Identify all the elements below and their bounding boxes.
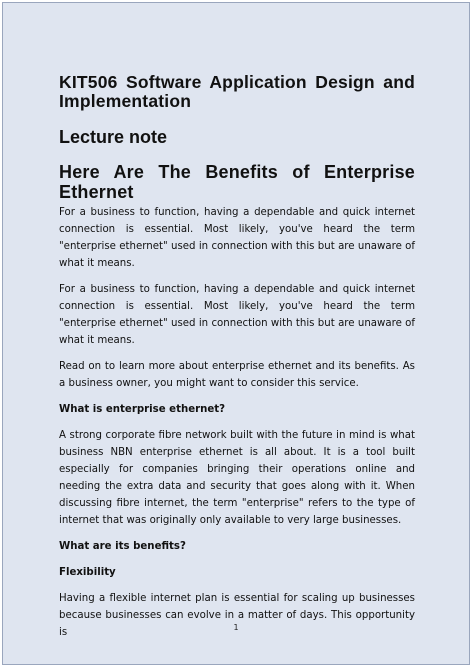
- section-heading-benefits: What are its benefits?: [59, 541, 186, 552]
- document-title: KIT506 Software Application Design and Implementation: [59, 72, 415, 111]
- intro-paragraph-repeat: For a business to function, having a dependable and quick internet connection is essential. Most likely, you've heard the term "enterprise ethernet" used in connection with this but are unaware of what it means.: [59, 284, 415, 346]
- lecture-note-label: Lecture note: [59, 127, 168, 147]
- article-heading: Here Are The Benefits of Enterprise Ethernet: [59, 162, 415, 202]
- intro-paragraph: For a business to function, having a dependable and quick internet connection is essential. Most likely, you've heard the term "enterprise ethernet" used in connection with this but are unaware of what it means.: [59, 207, 415, 269]
- document-page: [2, 2, 470, 665]
- page-content: [59, 73, 415, 650]
- section-heading-what-is: What is enterprise ethernet?: [59, 404, 226, 415]
- what-is-paragraph: A strong corporate fibre network built with the future in mind is what business NBN enterprise ethernet is all about. It is a tool built especially for companies bringing their operations online and needing the extra data and security that goes along with it. When discussing fibre internet, the term "enterprise" refers to the type of internet that was originally only available to very large businesses.: [59, 430, 415, 526]
- page-number: 1: [233, 623, 239, 632]
- section-heading-flexibility: Flexibility: [59, 567, 116, 578]
- read-on-paragraph: Read on to learn more about enterprise ethernet and its benefits. As a business owner, you might want to consider this service.: [59, 361, 415, 389]
- flexibility-paragraph: Having a flexible internet plan is essential for scaling up businesses because businesses can evolve in a matter of days. This opportunity is: [59, 593, 415, 638]
